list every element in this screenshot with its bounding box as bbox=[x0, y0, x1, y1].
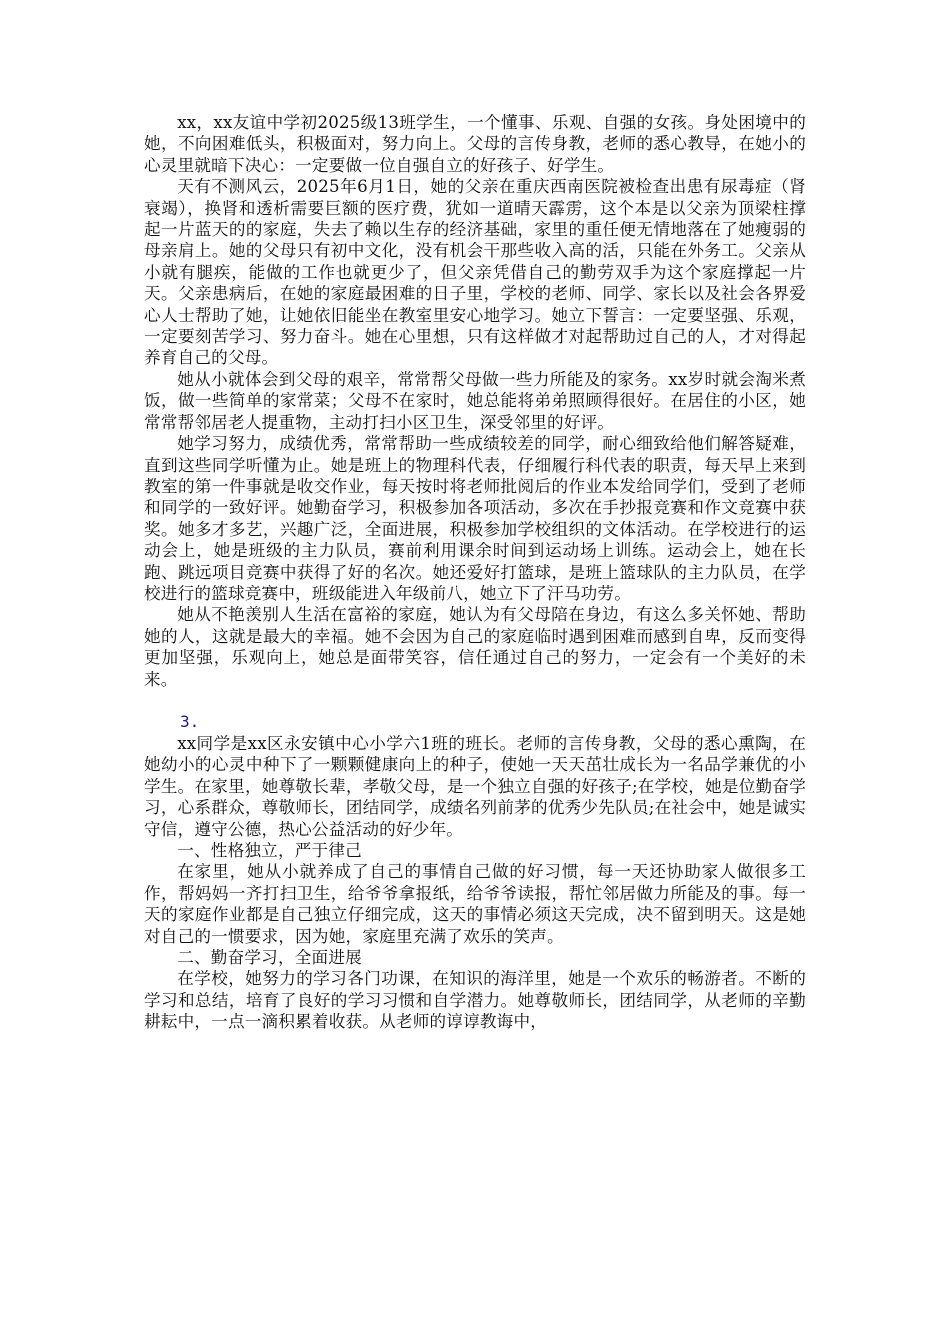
blank-line bbox=[144, 690, 806, 711]
document-page bbox=[144, 112, 806, 1033]
body-paragraph: 她从不艳羡别人生活在富裕的家庭，她认为有父母陪在身边，有这么多关怀她、帮助她的人，这就是最大的幸福。她不会因为自己的家庭临时遇到困难而感到自卑，反而变得更加坚强，乐观向上，她总是面带笑容，信任通过自己的努力，一定会有一个美好的未来。 bbox=[144, 605, 806, 689]
section-heading: 一、性格独立，严于律己 bbox=[177, 841, 362, 860]
body-paragraph: xx同学是xx区永安镇中心小学六1班的班长。老师的言传身教，父母的悉心熏陶，在她幼小的心灵中种下了一颗颗健康向上的种子，使她一天天茁壮成长为一名品学兼优的小学生。在家里，她尊敬长辈，孝敬父母，是一个独立自强的好孩子;在学校，她是位勤奋学习，心系群众，尊敬师长，团结同学，成绩名列前茅的优秀少先队员;在社会中，她是诚实守信，遵守公德，热心公益活动的好少年。 bbox=[144, 733, 806, 839]
body-paragraph: 天有不测风云，2025年6月1日，她的父亲在重庆西南医院被检查出患有尿毒症（肾衰竭），换肾和透析需要巨额的医疗费，犹如一道晴天霹雳，这个本是以父亲为顶梁柱撑起一片蓝天的的家庭，失去了赖以生存的经济基础，家里的重任便无情地落在了她瘦弱的母亲肩上。她的父母只有初中文化，没有机会干那些收入高的活，只能在外务工。父亲从小就有腿疾，能做的工作也就更少了，但父亲凭借自己的勤劳双手为这个家庭撑起一片天。父亲患病后，在她的家庭最困难的日子里，学校的老师、同学、家长以及社会各界爱心人士帮助了她，让她依旧能坐在教室里安心地学习。她立下誓言：一定要坚强、乐观，一定要刻苦学习、努力奋斗。她在心里想，只有这样做才对起帮助过自己的人，才对得起养育自己的父母。 bbox=[144, 177, 806, 368]
body-paragraph: 她从小就体会到父母的艰辛，常常帮父母做一些力所能及的家务。xx岁时就会淘米煮饭，做一些简单的家常菜；父母不在家时，她总能将弟弟照顾得很好。在居住的小区，她常常帮邻居老人提重物，主动打扫小区卫生，深受邻里的好评。 bbox=[144, 369, 806, 432]
section-number: 3. bbox=[180, 711, 200, 731]
section-heading: 二、勤奋学习，全面进展 bbox=[177, 948, 362, 968]
body-paragraph: xx，xx友谊中学初2025级13班学生，一个懂事、乐观、自强的女孩。身处困境中的她，不向困难低头，积极面对，努力向上。父母的言传身教，老师的悉心教导，在她小的心灵里就暗下决心：一定要做一位自强自立的好孩子、好学生。 bbox=[144, 113, 806, 175]
body-paragraph: 她学习努力，成绩优秀，常常帮助一些成绩较差的同学，耐心细致给他们解答疑难，直到这些同学听懂为止。她是班上的物理科代表，仔细履行科代表的职责，每天早上来到教室的第一件事就是收交作业，每天按时将老师批阅后的作业本发给同学们，受到了老师和同学的一致好评。她勤奋学习，积极参加各项活动，多次在手抄报竞赛和作文竞赛中获奖。她多才多艺，兴趣广泛，全面进展，积极参加学校组织的文体活动。在学校进行的运动会上，她是班级的主力队员，赛前利用课余时间到运动场上训练。运动会上，她在长跑、跳远项目竞赛中获得了好的名次。她还爱好打篮球，是班上篮球队的主力队员，在学校进行的篮球竞赛中，班级能进入年级前八，她立下了汗马功劳。 bbox=[144, 434, 806, 603]
body-paragraph: 在学校，她努力的学习各门功课，在知识的海洋里，她是一个欢乐的畅游者。不断的学习和总结，培育了良好的学习习惯和自学潜力。她尊敬师长，团结同学，从老师的辛勤耕耘中，一点一滴积累着收获。从老师的谆谆教诲中， bbox=[144, 969, 806, 1032]
body-paragraph: 在家里，她从小就养成了自己的事情自己做的好习惯，每一天还协助家人做很多工作，帮妈妈一齐打扫卫生，给爷爷拿报纸，给爷爷读报，帮忙邻居做力所能及的事。每一天的家庭作业都是自己独立仔细完成，这天的事情必须这天完成，决不留到明天。这是她对自己的一惯要求，因为她，家庭里充满了欢乐的笑声。 bbox=[144, 862, 806, 946]
